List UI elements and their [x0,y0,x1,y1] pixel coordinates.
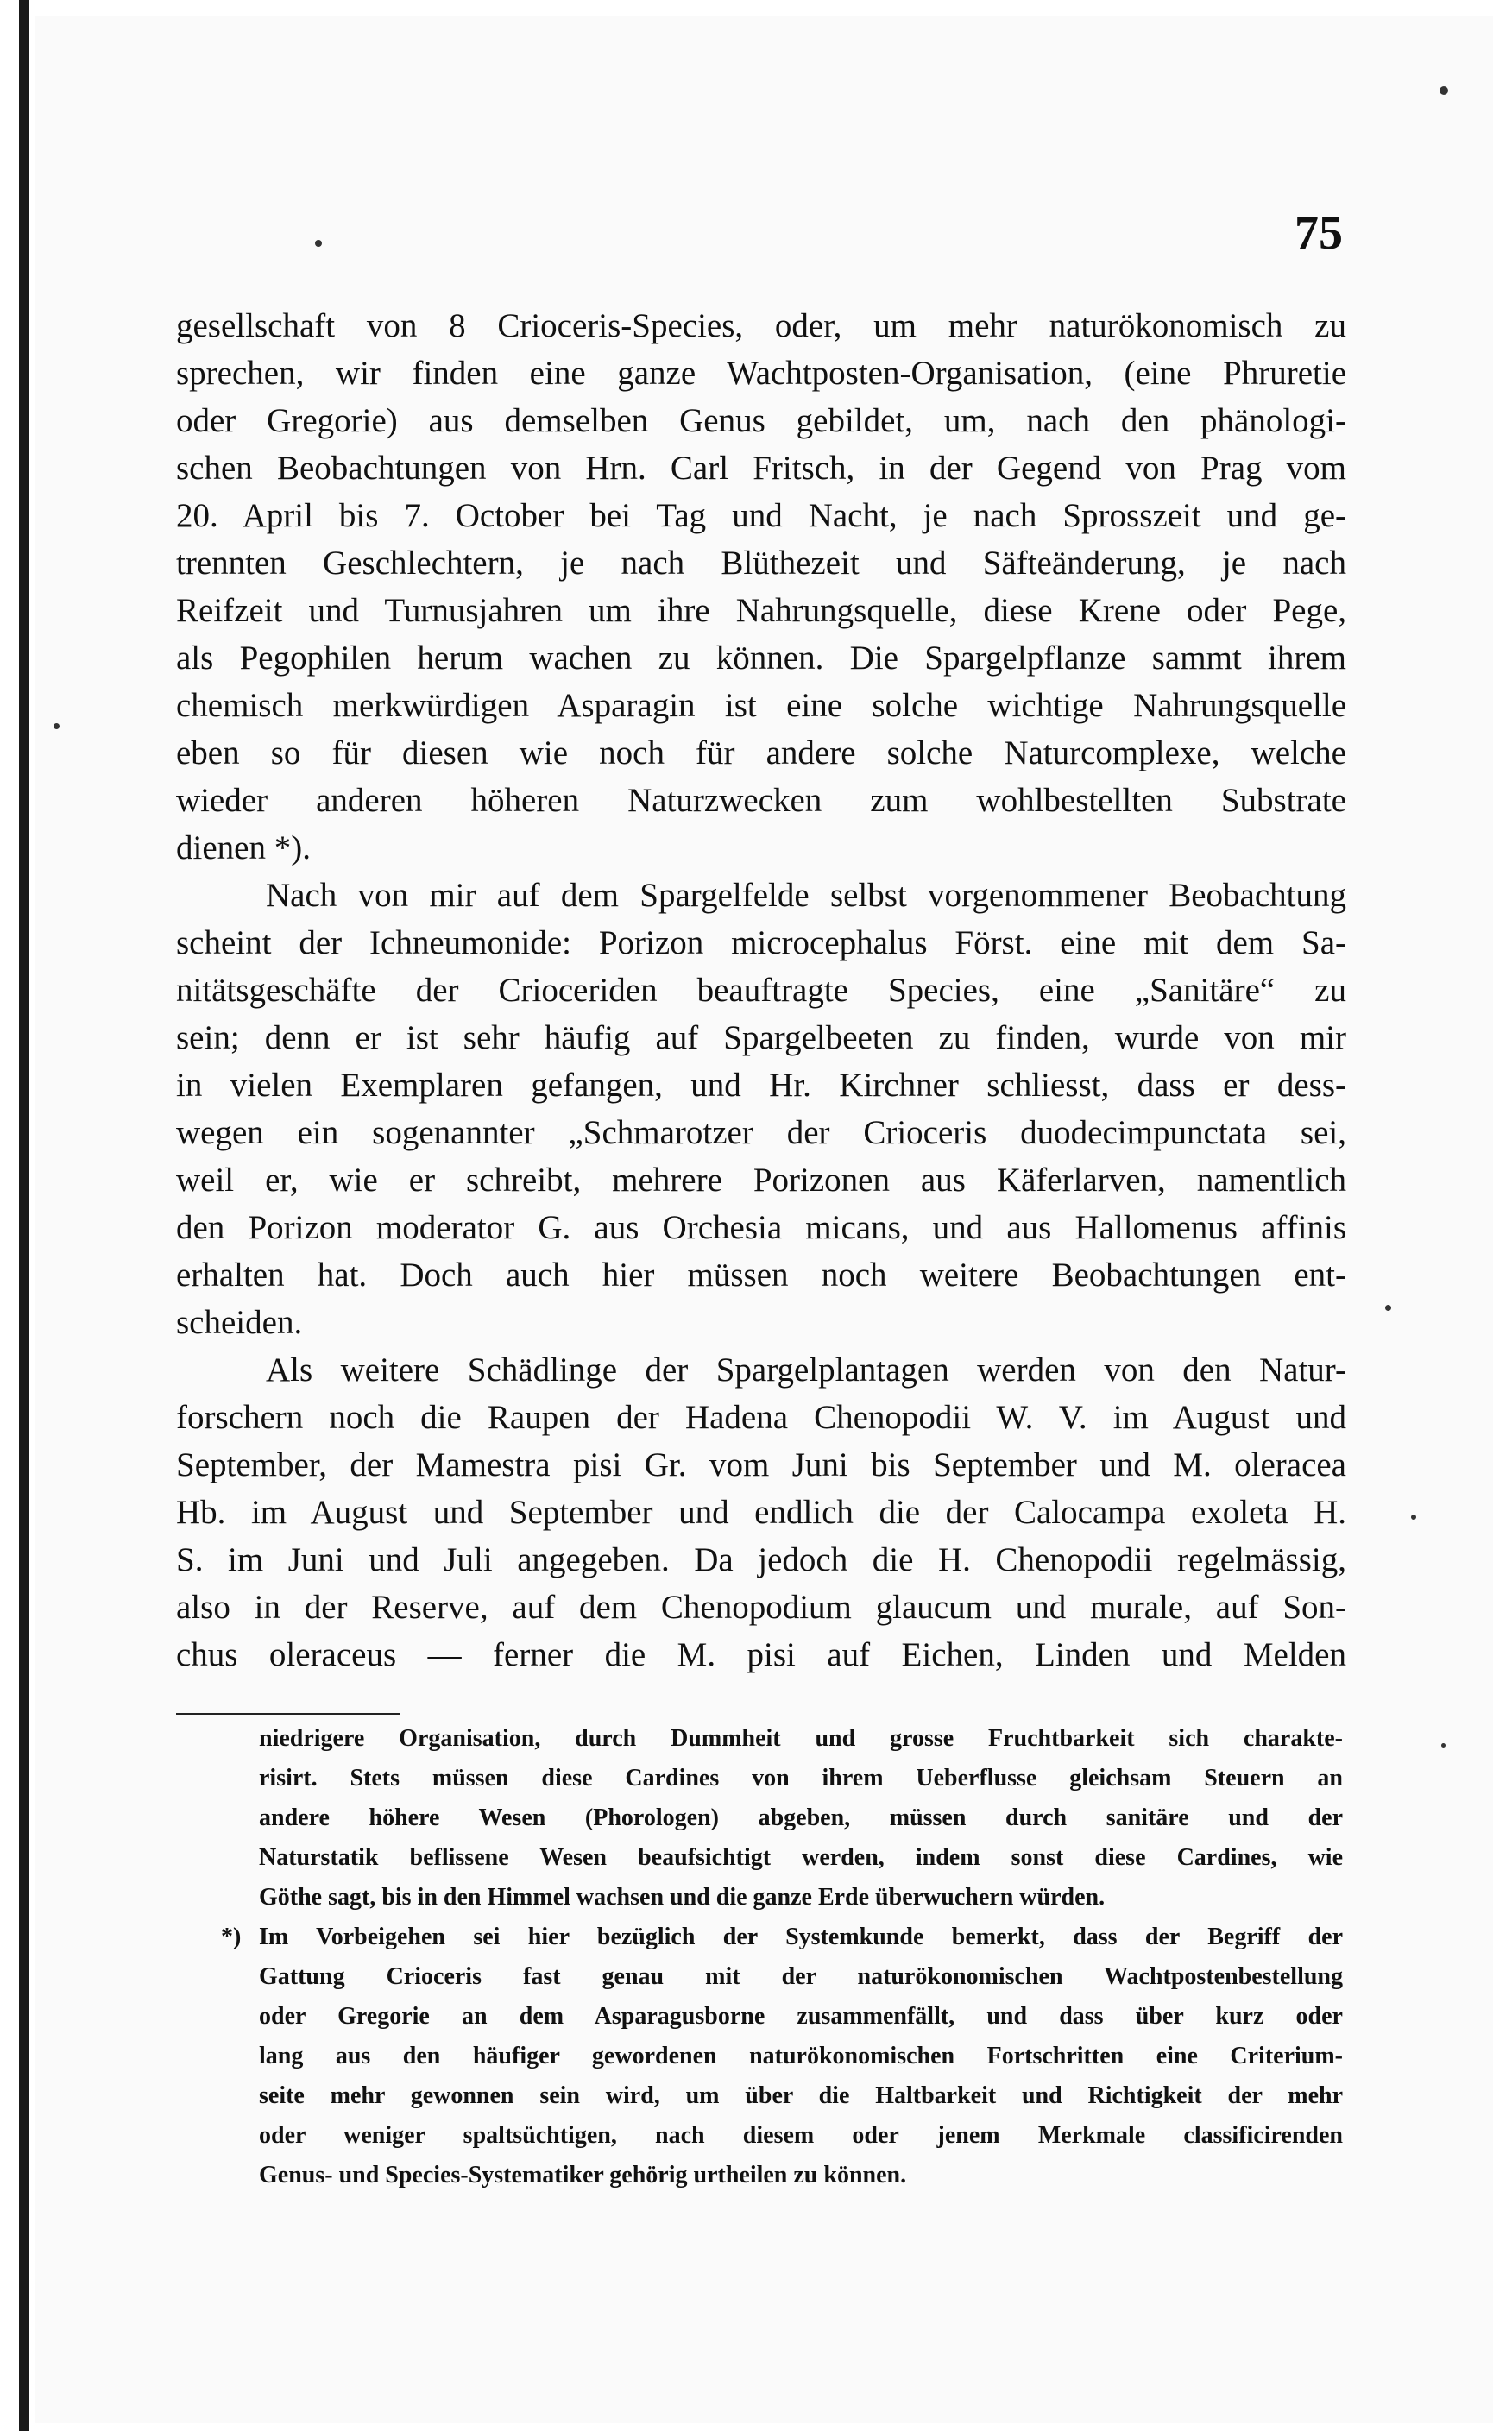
scan-edge [19,0,29,2431]
footnote-line: risirt. Stets müssen diese Cardines von ihrem Ueberflusse gleichsam Steuern an [259,1765,1343,1792]
scan-speck [315,240,322,247]
scan-speck [1385,1305,1391,1311]
text-line: also in der Reserve, auf dem Chenopodium glaucum und murale, auf Son- [176,1589,1346,1626]
footnote-line: andere höhere Wesen (Phorologen) abgeben, müssen durch sanitäre und der [259,1804,1343,1831]
paragraph-3 [176,1346,1346,1678]
page-number: 75 [1295,206,1343,260]
text-line: S. im Juni und Juli angegeben. Da jedoch die H. Chenopodii regelmässig, [176,1541,1346,1578]
footnotes [221,1719,1343,2195]
text-line: Nach von mir auf dem Spargelfelde selbst vorgenommener Beobachtung [266,877,1346,914]
text-line: Hb. im August und September und endlich die der Calocampa exoleta H. [176,1494,1346,1531]
footnote-line: niedrigere Organisation, durch Dummheit und grosse Fruchtbarkeit sich charakte- [259,1725,1343,1752]
text-line: scheint der Ichneumonide: Porizon microcephalus Först. eine mit dem Sa- [176,924,1346,961]
text-line: chus oleraceus — ferner die M. pisi auf Eichen, Linden und Melden [176,1636,1346,1673]
footnote-line: lang aus den häufiger gewordenen naturökonomischen Fortschritten eine Criterium- [259,2043,1343,2069]
scan-speck [54,723,60,729]
text-line: den Porizon moderator G. aus Orchesia micans, und aus Hallomenus affinis [176,1209,1346,1246]
text-line: erhalten hat. Doch auch hier müssen noch weitere Beobachtungen ent- [176,1256,1346,1294]
text-line: gesellschaft von 8 Crioceris-Species, oder, um mehr naturökonomisch zu [176,307,1346,344]
footnote-mark: *) [221,1924,242,1950]
footnote-line: Genus- und Species-Systematiker gehörig urtheilen zu können. [259,2162,907,2189]
scan-speck [1411,1515,1416,1520]
footnote-continued [259,1719,1343,1918]
text-line: als Pegophilen herum wachen zu können. Die Spargelpflanze sammt ihrem [176,639,1346,677]
text-line: 20. April bis 7. October bei Tag und Nacht, je nach Sprosszeit und ge- [176,497,1346,534]
text-line: trennten Geschlechtern, je nach Blüthezeit und Säfteänderung, je nach [176,545,1346,582]
text-line: forschern noch die Raupen der Hadena Chenopodii W. V. im August und [176,1399,1346,1436]
footnote-line: Göthe sagt, bis in den Himmel wachsen und die ganze Erde überwuchern würden. [259,1884,1106,1911]
text-line: weil er, wie er schreibt, mehrere Porizonen aus Käferlarven, namentlich [176,1162,1346,1199]
text-line: dienen *). [176,829,311,866]
text-line: sprechen, wir finden eine ganze Wachtposten-Organisation, (eine Phruretie [176,355,1346,392]
text-line: Als weitere Schädlinge der Spargelplantagen werden von den Natur- [266,1351,1346,1389]
footnote-line: Im Vorbeigehen sei hier bezüglich der Systemkunde bemerkt, dass der Begriff der [259,1924,1343,1950]
footnote-line: Gattung Crioceris fast genau mit der naturökonomischen Wachtpostenbestellung [259,1963,1343,1990]
footnote-line: oder weniger spaltsüchtigen, nach diesem oder jenem Merkmale classificirenden [259,2122,1343,2149]
scan-speck [1440,86,1448,95]
text-line: sein; denn er ist sehr häufig auf Spargelbeeten zu finden, wurde von mir [176,1019,1346,1056]
body-text [176,302,1346,1678]
text-line: wegen ein sogenannter „Schmarotzer der Crioceris duodecimpunctata sei, [176,1114,1346,1151]
text-line: Reifzeit und Turnusjahren um ihre Nahrungsquelle, diese Krene oder Pege, [176,592,1346,629]
footnote-rule [176,1713,400,1715]
paragraph-1 [176,302,1346,872]
paragraph-2 [176,872,1346,1346]
text-line: wieder anderen höheren Naturzwecken zum wohlbestellten Substrate [176,782,1346,819]
text-line: September, der Mamestra pisi Gr. vom Juni bis September und M. oleracea [176,1446,1346,1483]
footnote-line: seite mehr gewonnen sein wird, um über die Haltbarkeit und Richtigkeit der mehr [259,2082,1343,2109]
footnote-asterisk [221,1918,1343,2195]
footnote-line: Naturstatik beflissene Wesen beaufsichtigt werden, indem sonst diese Cardines, wie [259,1844,1343,1871]
footnote-line: oder Gregorie an dem Asparagusborne zusammenfällt, und dass über kurz oder [259,2003,1343,2030]
text-line: eben so für diesen wie noch für andere solche Naturcomplexe, welche [176,734,1346,771]
text-line: scheiden. [176,1304,303,1341]
text-line: in vielen Exemplaren gefangen, und Hr. Kirchner schliesst, dass er dess- [176,1067,1346,1104]
text-line: chemisch merkwürdigen Asparagin ist eine solche wichtige Nahrungsquelle [176,687,1346,724]
scan-speck [1441,1743,1446,1748]
text-line: schen Beobachtungen von Hrn. Carl Fritsch, in der Gegend von Prag vom [176,450,1346,487]
text-line: oder Gregorie) aus demselben Genus gebildet, um, nach den phänologi- [176,402,1346,439]
text-line: nitätsgeschäfte der Crioceriden beauftragte Species, eine „Sanitäre“ zu [176,972,1346,1009]
